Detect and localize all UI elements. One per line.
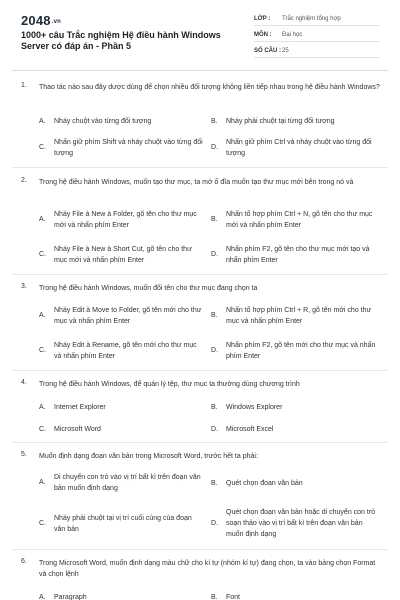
option-letter: A.	[39, 216, 46, 223]
question-number: 2.	[21, 177, 27, 184]
question-number: 5.	[21, 451, 27, 458]
option-text: Nhấn tổ hợp phím Ctrl + R, gõ tên mới cho thư mục và nhấn phím Enter	[226, 307, 372, 325]
document-title: 1000+ câu Trắc nghiệm Hệ điều hành Windows Server có đáp án - Phần 5	[21, 30, 221, 51]
question-number: 6.	[21, 558, 27, 565]
question-number: 1.	[21, 82, 27, 89]
option-text: Paragraph	[54, 594, 87, 600]
option-letter: C.	[39, 144, 46, 151]
question-divider	[12, 549, 388, 550]
option-letter: C.	[39, 520, 46, 527]
option-letter: B.	[211, 312, 218, 319]
option-letter: D.	[211, 347, 218, 354]
question-text: Muốn định dạng đoạn văn bản trong Microsoft Word, trước hết ta phải:	[39, 453, 258, 460]
option-text: Font	[226, 594, 241, 600]
option-text: Nháy File à New à Short Cut, gõ tên cho thư mục mới và nhấn phím Enter	[54, 246, 192, 264]
option-text: Quét chọn đoạn văn bản	[226, 480, 303, 487]
option-letter: D.	[211, 426, 218, 433]
option-letter: A.	[39, 312, 46, 319]
option-text: Nháy Edit à Rename, gõ tên mới cho thư mục và nhấn phím Enter	[54, 342, 197, 360]
option-letter: C.	[39, 251, 46, 258]
question-number: 4.	[21, 379, 27, 386]
option-text: Nháy chuột vào từng đối tượng	[54, 118, 152, 125]
option-letter: B.	[211, 594, 218, 600]
option-letter: A.	[39, 479, 46, 486]
meta-row-count	[254, 46, 380, 62]
option-letter: D.	[211, 520, 218, 527]
meta-value: Đại học	[282, 32, 303, 38]
option-letter: A.	[39, 118, 46, 125]
question-divider	[12, 274, 388, 275]
question-divider	[12, 370, 388, 371]
option-letter: B.	[211, 216, 218, 223]
header	[0, 0, 400, 70]
question-text: Thao tác nào sau đây dược dùng để chọn nhiều đối tượng không liền tiếp nhau trong hệ điều hành Windows?	[39, 84, 380, 91]
option-text: Di chuyển con trỏ vào vị trí bất kì trên đoạn văn bản muốn định dạng	[54, 474, 201, 492]
option-letter: B.	[211, 118, 218, 125]
question-divider	[12, 167, 388, 168]
option-text: Quét chọn đoạn văn bản hoặc di chuyển con trỏ soạn thảo vào vị trí bất kì trên đoạn văn bản muốn định dạng	[226, 509, 376, 538]
option-letter: A.	[39, 404, 46, 411]
option-text: Nhấn phím F2, gõ tên mới cho thư mục và nhấn phím Enter	[226, 342, 376, 360]
meta-value: Trắc nghiệm tổng hợp	[282, 16, 341, 22]
option-text: Nháy phải chuột tại từng đối tượng	[226, 118, 335, 125]
header-divider	[12, 70, 388, 71]
meta-row-class	[254, 14, 380, 30]
meta-info	[254, 14, 380, 62]
option-text: Microsoft Excel	[226, 426, 274, 433]
question-text: Trong Microsoft Word, muốn định dạng màu chữ cho kí tự (nhóm kí tự) đang chọn, ta vào bảng chọn Format và chọn lệnh	[39, 560, 376, 578]
option-text: Nhấn phím F2, gõ tên cho thư mục mới tạo và nhấn phím Enter	[226, 246, 370, 264]
question-number: 3.	[21, 283, 27, 290]
option-text: Nhấn tổ hợp phím Ctrl + N, gõ tên cho thư mục mới và nhấn phím Enter	[226, 211, 373, 229]
option-letter: C.	[39, 426, 46, 433]
meta-key: LỚP :	[254, 16, 271, 22]
question-text: Trong hệ điều hành Windows, để quản lý tệp, thư mục ta thường dùng chương trình	[39, 381, 300, 388]
meta-value: 25	[282, 48, 289, 54]
option-text: Internet Explorer	[54, 404, 106, 411]
option-text: Nhấn giữ phím Ctrl và nháy chuột vào từng đối tượng	[226, 139, 372, 157]
question-divider	[12, 442, 388, 443]
logo-suffix: .vn	[51, 19, 62, 25]
option-letter: B.	[211, 480, 218, 487]
option-letter: A.	[39, 594, 46, 600]
option-text: Windows Explorer	[226, 404, 283, 411]
question-text: Trong hệ điều hành Windows, muốn đổi tên cho thư mục đang chọn ta	[39, 285, 258, 292]
option-text: Nháy File à New à Folder, gõ tên cho thư mục mới và nhấn phím Enter	[54, 211, 197, 229]
option-letter: D.	[211, 144, 218, 151]
question-text: Trong hệ điều hành Windows, muốn tạo thư mục, ta mở ổ đĩa muốn tạo thư mục mới bên trong nó và	[39, 179, 354, 186]
option-letter: C.	[39, 347, 46, 354]
option-text: Nháy Edit à Move to Folder, gõ tên mới cho thư mục và nhấn phím Enter	[54, 307, 202, 325]
option-text: Microsoft Word	[54, 426, 101, 433]
meta-key: MÔN :	[254, 32, 272, 38]
option-text: Nháy phải chuột tại vị trí cuối cùng của đoạn văn bản	[54, 515, 192, 533]
option-letter: B.	[211, 404, 218, 411]
logo-main: 2048	[21, 13, 51, 28]
option-text: Nhấn giữ phím Shift và nháy chuột vào từng đối tượng	[54, 139, 203, 157]
option-letter: D.	[211, 251, 218, 258]
logo[interactable]	[21, 13, 61, 28]
meta-key: SỐ CÂU :	[254, 48, 281, 54]
meta-row-subject	[254, 30, 380, 46]
